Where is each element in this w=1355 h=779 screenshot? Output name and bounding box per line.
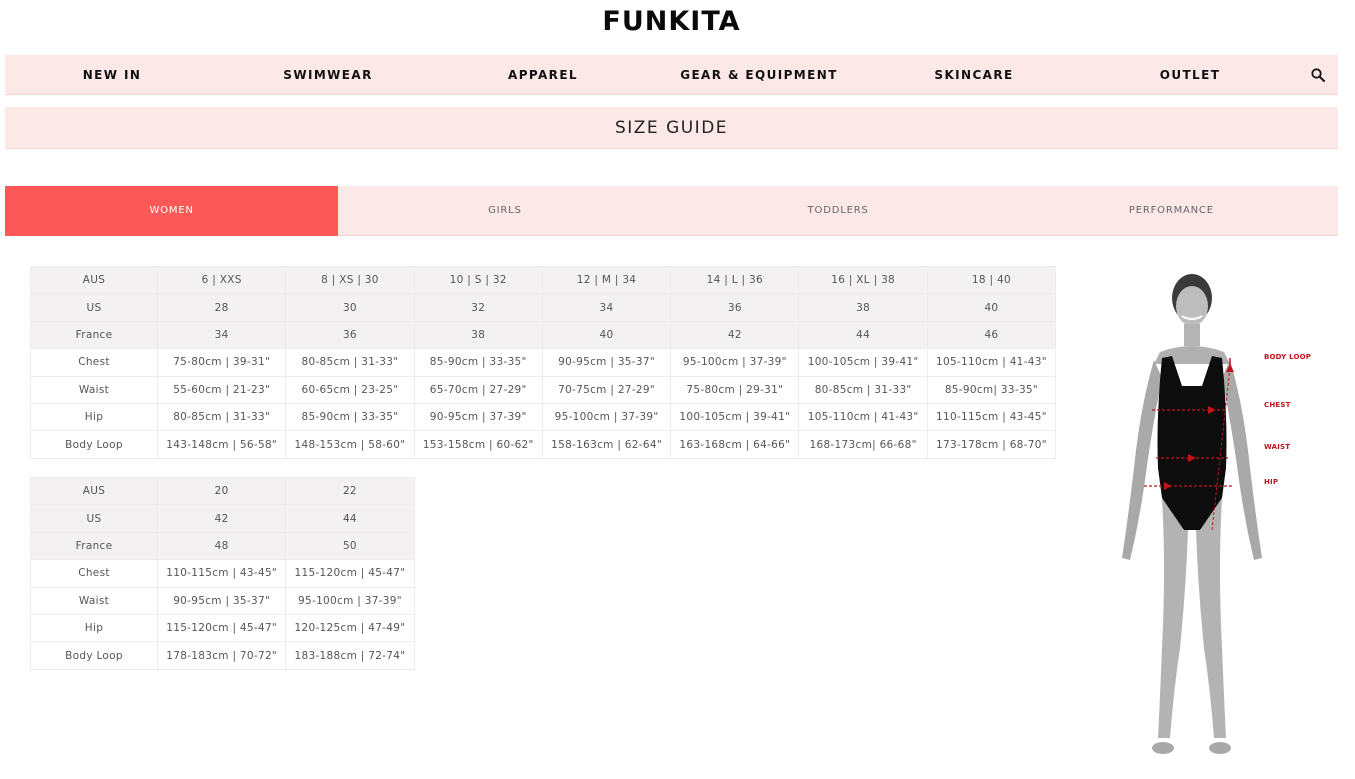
size-table-extended — [30, 477, 415, 670]
size-cell: 55-60cm | 21-23" — [158, 376, 286, 403]
size-cell: 183-188cm | 72-74" — [286, 642, 414, 669]
tab-girls[interactable]: GIRLS — [338, 186, 671, 236]
search-icon[interactable] — [1311, 68, 1325, 82]
row-label-cell: Hip — [31, 614, 158, 641]
size-cell: 95-100cm | 37-39" — [542, 403, 670, 430]
table-row — [31, 431, 1056, 458]
size-cell: 38 — [414, 321, 542, 348]
size-cell: 143-148cm | 56-58" — [158, 431, 286, 458]
table-row — [31, 321, 1056, 348]
size-cell: 38 — [799, 294, 927, 321]
size-cell: 20 — [158, 478, 286, 505]
size-cell: 80-85cm | 31-33" — [286, 349, 414, 376]
label-body-loop: BODY LOOP — [1264, 353, 1312, 361]
size-cell: 90-95cm | 37-39" — [414, 403, 542, 430]
label-chest: CHEST — [1264, 401, 1291, 409]
size-cell: 90-95cm | 35-37" — [158, 587, 286, 614]
label-waist: WAIST — [1264, 443, 1291, 451]
size-cell: 100-105cm | 39-41" — [671, 403, 799, 430]
row-label-cell: AUS — [31, 267, 158, 294]
brand-logo[interactable]: FUNKITA — [602, 6, 741, 37]
size-cell: 173-178cm | 68-70" — [927, 431, 1055, 458]
size-category-tabs — [5, 186, 1338, 236]
size-cell: 105-110cm | 41-43" — [799, 403, 927, 430]
size-cell: 42 — [671, 321, 799, 348]
table-row — [31, 614, 415, 641]
size-cell: 28 — [158, 294, 286, 321]
table-row — [31, 560, 415, 587]
size-cell: 40 — [927, 294, 1055, 321]
size-cell: 34 — [158, 321, 286, 348]
row-label-cell: Waist — [31, 587, 158, 614]
size-cell: 65-70cm | 27-29" — [414, 376, 542, 403]
nav-item-apparel[interactable]: APPAREL — [508, 68, 578, 82]
table-row — [31, 505, 415, 532]
row-label-cell: Chest — [31, 560, 158, 587]
size-cell: 85-90cm| 33-35" — [927, 376, 1055, 403]
table-row — [31, 587, 415, 614]
size-cell: 75-80cm | 29-31" — [671, 376, 799, 403]
size-cell: 18 | 40 — [927, 267, 1055, 294]
size-table-main — [30, 266, 1056, 459]
tab-women[interactable]: WOMEN — [5, 186, 338, 236]
size-cell: 115-120cm | 45-47" — [158, 614, 286, 641]
table-row — [31, 478, 415, 505]
size-cell: 163-168cm | 64-66" — [671, 431, 799, 458]
row-label-cell: AUS — [31, 478, 158, 505]
size-cell: 110-115cm | 43-45" — [927, 403, 1055, 430]
measurement-model-figure — [1100, 268, 1350, 768]
size-cell: 153-158cm | 60-62" — [414, 431, 542, 458]
row-label-cell: France — [31, 532, 158, 559]
size-cell: 105-110cm | 41-43" — [927, 349, 1055, 376]
row-label-cell: Hip — [31, 403, 158, 430]
size-cell: 44 — [799, 321, 927, 348]
size-cell: 148-153cm | 58-60" — [286, 431, 414, 458]
size-cell: 60-65cm | 23-25" — [286, 376, 414, 403]
size-cell: 46 — [927, 321, 1055, 348]
size-cell: 14 | L | 36 — [671, 267, 799, 294]
table-row — [31, 403, 1056, 430]
nav-item-gear-equipment[interactable]: GEAR & EQUIPMENT — [680, 68, 838, 82]
size-cell: 110-115cm | 43-45" — [158, 560, 286, 587]
size-cell: 120-125cm | 47-49" — [286, 614, 414, 641]
size-cell: 10 | S | 32 — [414, 267, 542, 294]
table-row — [31, 267, 1056, 294]
row-label-cell: US — [31, 294, 158, 321]
size-cell: 168-173cm| 66-68" — [799, 431, 927, 458]
size-cell: 158-163cm | 62-64" — [542, 431, 670, 458]
size-cell: 36 — [671, 294, 799, 321]
nav-item-skincare[interactable]: SKINCARE — [934, 68, 1014, 82]
size-cell: 44 — [286, 505, 414, 532]
size-cell: 16 | XL | 38 — [799, 267, 927, 294]
table-row — [31, 349, 1056, 376]
main-nav — [5, 55, 1338, 95]
model-silhouette — [1100, 268, 1350, 768]
table-row — [31, 294, 1056, 321]
size-cell: 12 | M | 34 — [542, 267, 670, 294]
size-cell: 85-90cm | 33-35" — [414, 349, 542, 376]
size-cell: 75-80cm | 39-31" — [158, 349, 286, 376]
size-cell: 34 — [542, 294, 670, 321]
table-row — [31, 532, 415, 559]
size-cell: 30 — [286, 294, 414, 321]
row-label-cell: Body Loop — [31, 431, 158, 458]
row-label-cell: France — [31, 321, 158, 348]
size-cell: 85-90cm | 33-35" — [286, 403, 414, 430]
size-cell: 115-120cm | 45-47" — [286, 560, 414, 587]
size-cell: 8 | XS | 30 — [286, 267, 414, 294]
row-label-cell: Body Loop — [31, 642, 158, 669]
size-cell: 95-100cm | 37-39" — [286, 587, 414, 614]
size-cell: 42 — [158, 505, 286, 532]
table-row — [31, 376, 1056, 403]
page-title: SIZE GUIDE — [5, 107, 1338, 149]
size-cell: 70-75cm | 27-29" — [542, 376, 670, 403]
row-label-cell: US — [31, 505, 158, 532]
size-cell: 100-105cm | 39-41" — [799, 349, 927, 376]
size-cell: 95-100cm | 37-39" — [671, 349, 799, 376]
size-cell: 80-85cm | 31-33" — [799, 376, 927, 403]
size-cell: 50 — [286, 532, 414, 559]
size-cell: 80-85cm | 31-33" — [158, 403, 286, 430]
size-cell: 36 — [286, 321, 414, 348]
size-cell: 48 — [158, 532, 286, 559]
nav-item-swimwear[interactable]: SWIMWEAR — [283, 68, 373, 82]
label-hip: HIP — [1264, 478, 1279, 486]
tab-toddlers[interactable]: TODDLERS — [672, 186, 1005, 236]
size-cell: 90-95cm | 35-37" — [542, 349, 670, 376]
row-label-cell: Waist — [31, 376, 158, 403]
table-row — [31, 642, 415, 669]
size-cell: 178-183cm | 70-72" — [158, 642, 286, 669]
nav-item-outlet[interactable]: OUTLET — [1159, 68, 1221, 82]
size-cell: 32 — [414, 294, 542, 321]
size-cell: 6 | XXS — [158, 267, 286, 294]
row-label-cell: Chest — [31, 349, 158, 376]
size-cell: 40 — [542, 321, 670, 348]
nav-item-new-in[interactable]: NEW IN — [82, 68, 142, 82]
size-cell: 22 — [286, 478, 414, 505]
tab-performance[interactable]: PERFORMANCE — [1005, 186, 1338, 236]
